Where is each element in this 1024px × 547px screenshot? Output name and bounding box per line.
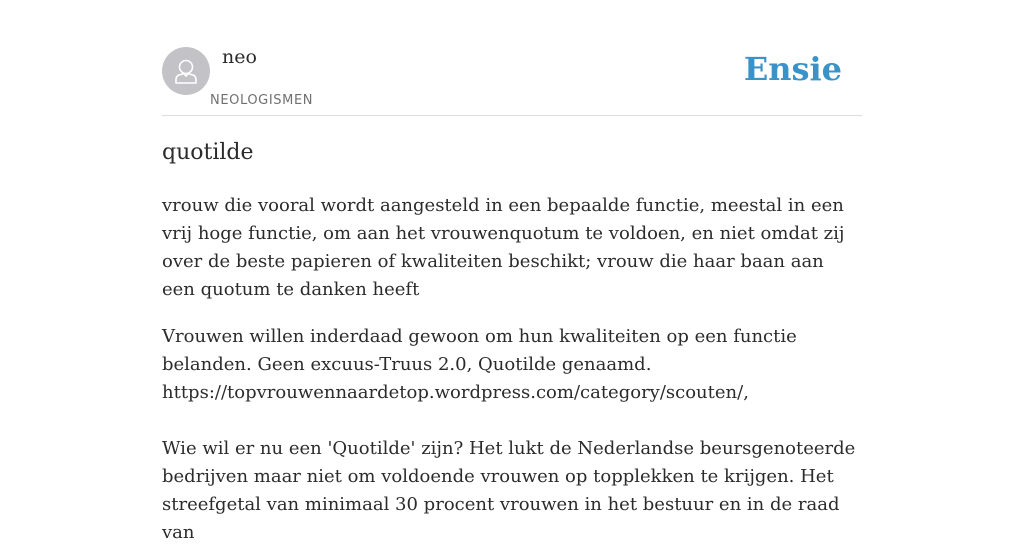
- paragraph-gap: [162, 407, 862, 435]
- entry-term: quotilde: [162, 140, 254, 165]
- entry-card: [162, 0, 862, 543]
- brand-logo[interactable]: Ensie: [743, 50, 842, 88]
- entry-example: [162, 323, 862, 547]
- author-username[interactable]: neo: [222, 46, 257, 68]
- entry-definition: vrouw die vooral wordt aangesteld in een bepaalde functie, meestal in een vrij hoge functie, om aan het vrouwenquotum te voldoen, en niet omdat zij over de beste papieren of kwaliteiten beschikt; vrouw die haar baan aan een quotum te danken heeft: [162, 195, 845, 300]
- dictionary-label[interactable]: NEOLOGISMEN: [210, 93, 314, 108]
- example-paragraph-2: Wie wil er nu een 'Quotilde' zijn? Het lukt de Nederlandse beursgenoteerde bedrijven maar niet om voldoende vrouwen op topplekken te krijgen. Het streefgetal van minimaal 30 procent vrouwen in het bestuur en in de raad van: [162, 438, 856, 543]
- example-paragraph: Vrouwen willen inderdaad gewoon om hun kwaliteiten op een functie belanden. Geen excuus-Truus 2.0, Quotilde genaamd.: [162, 326, 797, 375]
- user-silhouette-icon: [162, 47, 210, 95]
- header-divider: [162, 115, 862, 116]
- user-avatar[interactable]: [162, 47, 210, 95]
- example-source-link[interactable]: https://topvrouwennaardetop.wordpress.com/category/scouten/,: [162, 382, 749, 403]
